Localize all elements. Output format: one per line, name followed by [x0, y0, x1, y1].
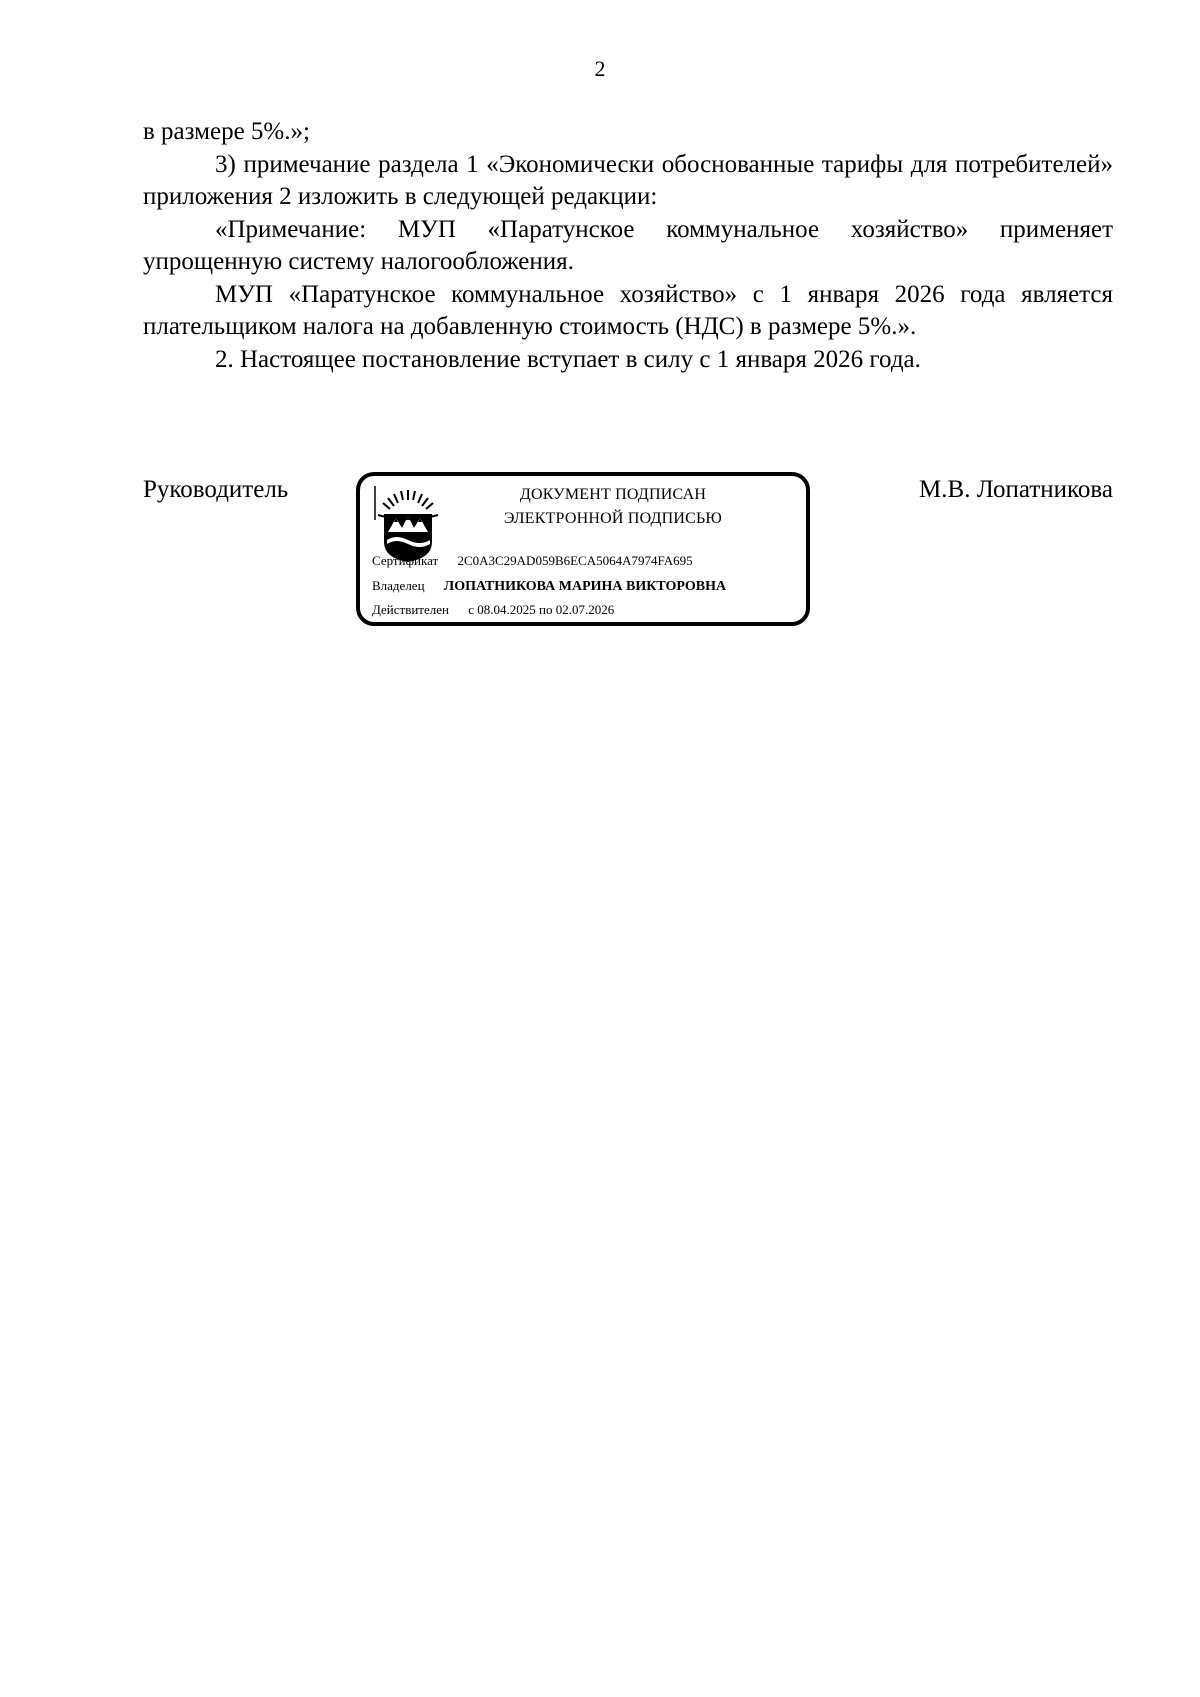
stamp-heading-line-1: ДОКУМЕНТ ПОДПИСАН: [519, 486, 707, 503]
validity-value: с 08.04.2025 по 02.07.2026: [468, 602, 615, 617]
stamp-validity-row: [372, 602, 614, 618]
electronic-signature-stamp: [356, 472, 810, 626]
paragraph-effective-date: 2. Настоящее постановление вступает в силу с 1 января 2026 года.: [215, 345, 921, 373]
certificate-label: Сертификат: [372, 553, 439, 568]
certificate-value: 2C0A3C29AD059B6ECA5064A7974FA695: [457, 553, 693, 568]
document-body: [143, 116, 1113, 376]
stamp-owner-row: [372, 578, 726, 595]
owner-value: ЛОПАТНИКОВА МАРИНА ВИКТОРОВНА: [443, 579, 727, 594]
paragraph-continuation: в размере 5%.»;: [143, 118, 310, 145]
page-number: 2: [594, 56, 606, 81]
validity-label: Действителен: [372, 602, 449, 617]
paragraph-note: «Примечание: МУП «Паратунское коммунальное хозяйство» применяет упрощенную систему налогообложения.: [143, 215, 1113, 275]
owner-label: Владелец: [372, 578, 425, 593]
paragraph-item-3: 3) примечание раздела 1 «Экономически обоснованные тарифы для потребителей» приложения 2 изложить в следующей редакции:: [143, 150, 1113, 210]
signer-name: М.В. Лопатникова: [919, 476, 1113, 503]
signer-title: Руководитель: [143, 476, 289, 503]
stamp-heading-line-2: ЭЛЕКТРОННОЙ ПОДПИСЬЮ: [503, 510, 723, 527]
paragraph-vat: МУП «Паратунское коммунальное хозяйство» с 1 января 2026 года является плательщиком налога на добавленную стоимость (НДС) в размере 5%.».: [143, 280, 1113, 340]
stamp-certificate-row: [372, 553, 693, 569]
